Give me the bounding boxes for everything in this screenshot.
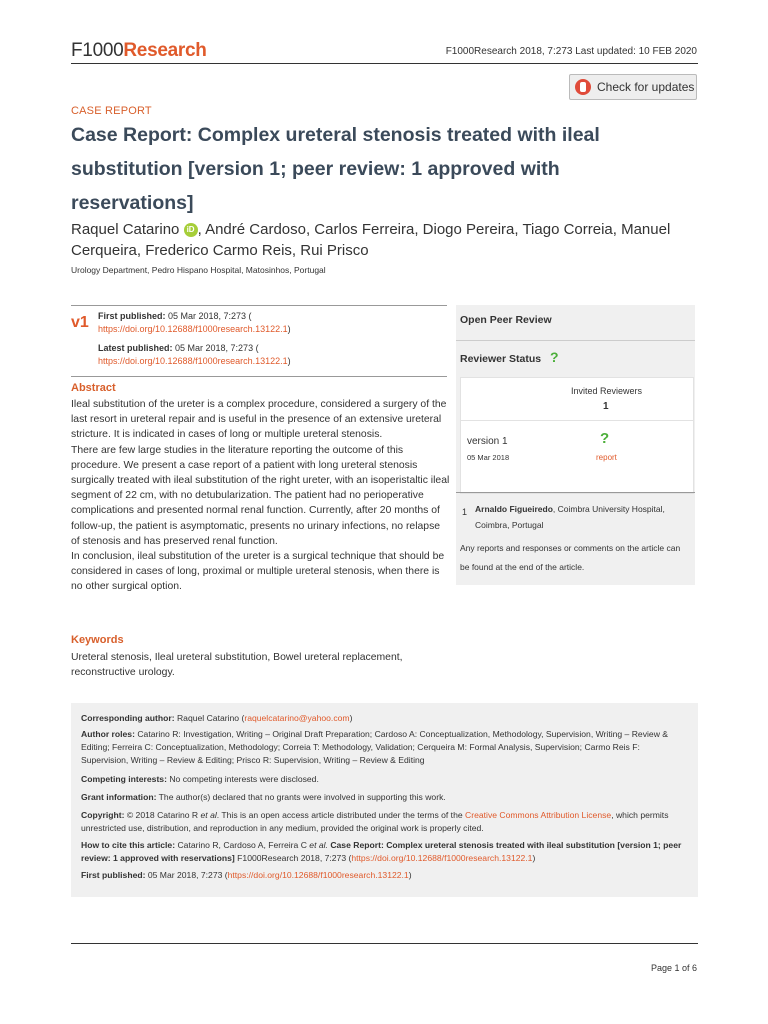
- latest-published-value: 05 Mar 2018, 7:273 (: [172, 343, 259, 353]
- version-1-label: version 1: [467, 436, 508, 447]
- reviewer-entry: [475, 501, 685, 533]
- orcid-icon[interactable]: iD: [184, 223, 198, 237]
- corresponding-author: [81, 712, 686, 725]
- grant-information: [81, 791, 686, 804]
- footer-divider: [71, 943, 698, 944]
- copyright-label: Copyright:: [81, 810, 125, 820]
- abstract-paragraph: Ileal substitution of the ureter is a complex procedure, considered a surgery of the last resort in ureteral repair and is useful in the presence of an extensive ureteral stricture. It is indicated in cases of long or multiple ureteral stenosis.: [71, 399, 447, 441]
- how-to-cite-journal: F1000Research 2018, 7:273 (: [234, 853, 352, 863]
- first-published-label: First published:: [98, 311, 166, 321]
- logo-suffix: Research: [123, 40, 207, 61]
- how-to-cite-title: Case Report: Complex ureteral stenosis treated with ileal substitution [version 1; peer review: 1 approved with reservations]: [81, 840, 682, 863]
- copyright-etal: et al: [200, 810, 217, 820]
- keywords-heading: Keywords: [71, 634, 124, 646]
- latest-published-close: ): [287, 356, 291, 366]
- latest-published-label: Latest published:: [98, 343, 173, 353]
- question-mark-icon: ?: [550, 349, 559, 365]
- keywords-text: Ureteral stenosis, Ileal ureteral substitution, Bowel ureteral replacement, reconstructive urology.: [71, 652, 403, 679]
- first-published-footer-close: ): [408, 870, 412, 880]
- how-to-cite-link[interactable]: https://doi.org/10.12688/f1000research.13122.1: [351, 853, 533, 863]
- first-published: [98, 310, 438, 336]
- check-for-updates-label: Check for updates: [597, 80, 695, 94]
- first-published-footer-text: 05 Mar 2018, 7:273 (: [145, 870, 228, 880]
- page-number: Page 1 of 6: [650, 963, 697, 973]
- first-published-footer-label: First published:: [81, 870, 146, 880]
- author-first[interactable]: Raquel Catarino: [71, 221, 180, 238]
- author-rest: , André Cardoso, Carlos Ferreira, Diogo Pereira, Tiago Correia, Manuel Cerqueira, Frederico Carmo Reis, Rui Prisco: [71, 221, 671, 259]
- abstract-heading: Abstract: [71, 382, 116, 394]
- article-title: Case Report: Complex ureteral stenosis treated with ileal substitution [version 1; peer review: 1 approved with reservations]: [71, 124, 600, 214]
- copyright-text: © 2018 Catarino R: [124, 810, 201, 820]
- latest-published-link[interactable]: https://doi.org/10.12688/f1000research.13122.1: [98, 356, 288, 366]
- cc-license-link[interactable]: Creative Commons Attribution License: [465, 810, 612, 820]
- check-for-updates-button[interactable]: [569, 74, 697, 100]
- reviewer-table: [460, 377, 694, 494]
- how-to-cite-etal: et al.: [309, 840, 328, 850]
- corresponding-author-email[interactable]: raquelcatarino@yahoo.com: [244, 713, 350, 723]
- version-1-date: 05 Mar 2018: [467, 453, 510, 462]
- first-published-footer-link[interactable]: https://doi.org/10.12688/f1000research.13122.1: [227, 870, 409, 880]
- how-to-cite-text: Catarino R, Cardoso A, Ferreira C: [175, 840, 310, 850]
- reviewer-status-label: Reviewer Status: [460, 353, 542, 365]
- abstract-paragraph: In conclusion, ileal substitution of the ureter is a surgical technique that should be considered in cases of long, proximal or multiple ureteral stenosis, when there is no other surgical option.: [71, 551, 445, 593]
- competing-interests: [81, 773, 686, 786]
- publication-info: [71, 305, 447, 377]
- reviewer-number: 1: [462, 507, 468, 517]
- peer-review-note: Any reports and responses or comments on the article can be found at the end of the article.: [460, 543, 681, 572]
- abstract-body: [71, 397, 451, 595]
- crossmark-icon: [575, 79, 591, 95]
- how-to-cite-close: ): [532, 853, 536, 863]
- author-roles-text: Catarino R: Investigation, Writing – Original Draft Preparation; Cardoso A: Conceptualization, Methodology, Supervision, Writing – Review & Editing; Ferreira C: Conceptualization, Methodology; Correia T: Methodology, Validation; Cerqueira M: Formal Analysis, Supervision; Carmo Reis F: Supervision, Writing – Review & Editing; Prisco R: Supervision, Writing – Review & Editing: [81, 729, 669, 765]
- copyright: [81, 809, 686, 835]
- competing-interests-label: Competing interests:: [81, 774, 167, 784]
- open-peer-review-panel: [456, 305, 695, 585]
- panel-divider: [456, 340, 695, 341]
- first-published-footer: [81, 869, 686, 882]
- abstract-paragraph: There are few large studies in the literature reporting the outcome of this procedure. We present a case report of a patient with long ureteral stenosis surgically treated with ileal substitution of the right ureter, with an isoperistaltic ileal segment of 22 cm, with no detubularization. The patient had no perioperative complications and presented normal renal function. Currently, after 20 months of follow-up, the patient is asymptomatic, presents no urinary infections, no relapse of stenosis and has preserved renal function.: [71, 444, 450, 547]
- latest-published: [98, 342, 438, 368]
- article-information-box: [71, 703, 698, 897]
- corresponding-author-close: ): [349, 713, 353, 723]
- f1000research-logo[interactable]: [71, 40, 207, 62]
- how-to-cite: [81, 839, 686, 865]
- grant-information-label: Grant information:: [81, 792, 157, 802]
- first-published-link[interactable]: https://doi.org/10.12688/f1000research.13122.1: [98, 324, 288, 334]
- reviewer-name: Arnaldo Figueiredo: [475, 504, 553, 514]
- copyright-text: . This is an open access article distributed under the terms of the: [216, 810, 466, 820]
- invited-reviewers-count: 1: [603, 401, 609, 412]
- first-published-value: 05 Mar 2018, 7:273 (: [165, 311, 252, 321]
- version-badge: v1: [71, 314, 89, 331]
- header-divider: [71, 63, 698, 64]
- author-roles-label: Author roles:: [81, 729, 135, 739]
- reviewer-affiliation: , Coimbra University Hospital, Coimbra, Portugal: [475, 504, 665, 530]
- question-mark-icon: ?: [600, 430, 610, 447]
- table-divider: [461, 420, 693, 421]
- author-roles: [81, 728, 686, 767]
- first-published-close: ): [287, 324, 291, 334]
- corresponding-author-label: Corresponding author:: [81, 713, 175, 723]
- open-peer-review-title: Open Peer Review: [460, 314, 552, 326]
- logo-prefix: F1000: [71, 40, 124, 61]
- article-type: CASE REPORT: [71, 105, 152, 117]
- corresponding-author-name: Raquel Catarino (: [174, 713, 245, 723]
- reviewer-status: [460, 349, 559, 365]
- grant-information-text: The author(s) declared that no grants were involved in supporting this work.: [156, 792, 446, 802]
- invited-reviewers-label: Invited Reviewers: [571, 386, 643, 396]
- panel-divider: [456, 492, 695, 493]
- affiliation: Urology Department, Pedro Hispano Hospital, Matosinhos, Portugal: [71, 265, 326, 275]
- how-to-cite-label: How to cite this article:: [81, 840, 176, 850]
- competing-interests-text: No competing interests were disclosed.: [166, 774, 319, 784]
- copyright-text: , which permits unrestricted use, distribution, and reproduction in any medium, provided the original work is properly cited.: [81, 810, 669, 833]
- report-link[interactable]: report: [596, 453, 617, 462]
- header-meta: F1000Research 2018, 7:273 Last updated: 10 FEB 2020: [445, 46, 697, 57]
- author-list: [71, 219, 691, 261]
